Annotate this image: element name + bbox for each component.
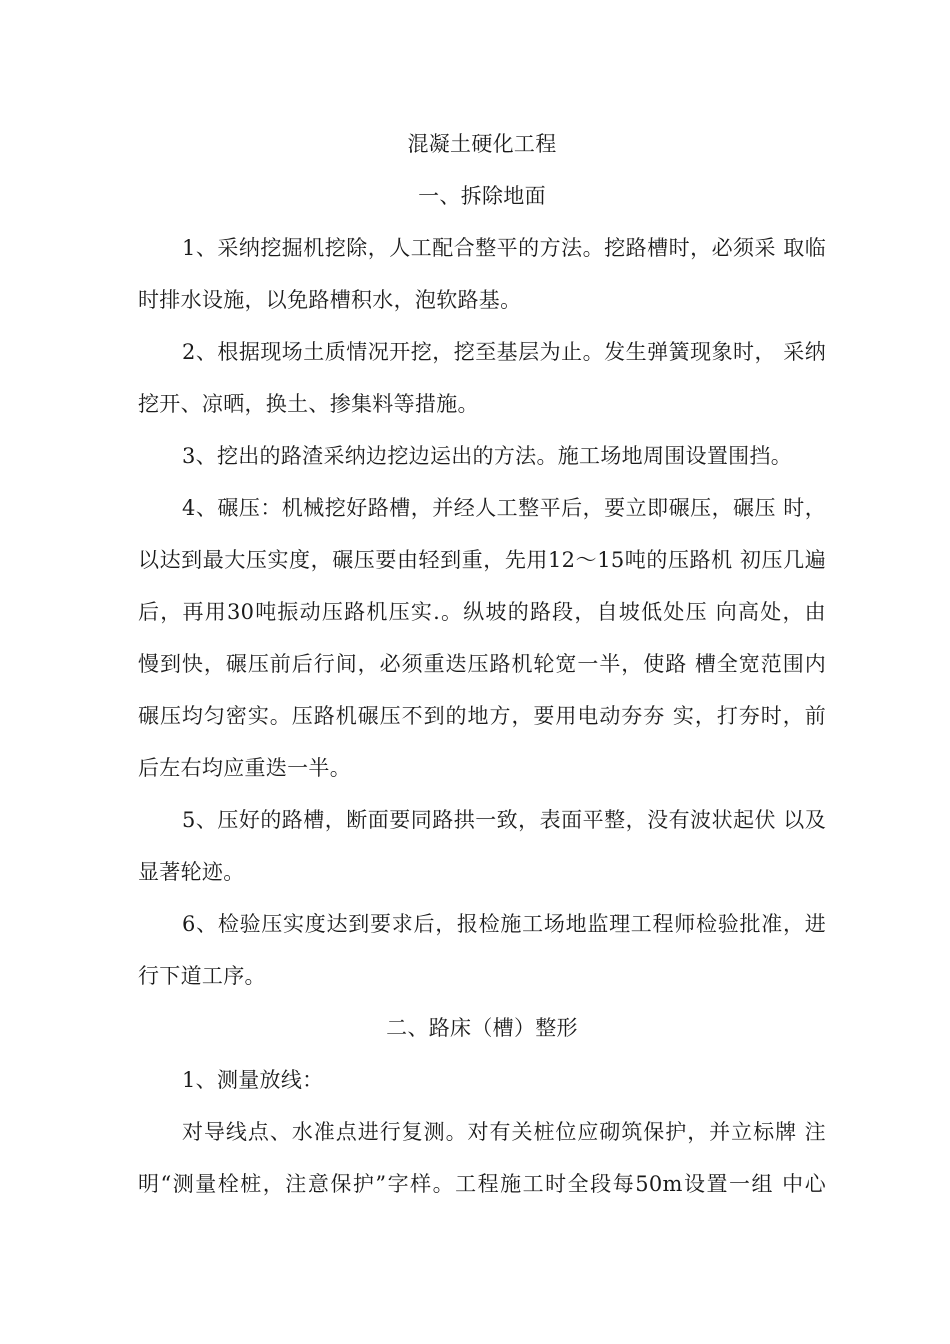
paragraph <box>138 1106 826 1210</box>
paragraph-line: 以达到最大压实度，碾压要由轻到重，先用12〜15吨的压路机 初压几遍 <box>138 548 826 572</box>
paragraph-line: 显著轮迹。 <box>138 860 245 884</box>
list-item-survey: 1、测量放线： <box>182 1068 324 1092</box>
paragraph <box>138 430 826 482</box>
paragraph <box>138 326 826 430</box>
paragraph-line: 明“测量栓桩，注意保护”字样。工程施工时全段每50m设置一组 中心 <box>138 1172 826 1196</box>
paragraph <box>138 898 826 1002</box>
paragraph-line: 挖开、凉晒，换土、掺集料等措施。 <box>138 392 479 416</box>
paragraph-line: 3、挖出的路渣采纳边挖边运出的方法。施工场地周围设置围挡。 <box>182 444 793 468</box>
paragraph <box>138 222 826 326</box>
paragraph-line: 6、检验压实度达到要求后，报检施工场地监理工程师检验批准，进 <box>182 912 826 936</box>
section-heading-demolition: 一、拆除地面 <box>418 184 546 208</box>
paragraph-line: 时排水设施，以免路槽积水，泡软路基。 <box>138 288 522 312</box>
paragraph <box>138 794 826 898</box>
document-page <box>138 118 826 1210</box>
paragraph-line: 行下道工序。 <box>138 964 266 988</box>
paragraph-line: 4、碾压：机械挖好路槽，并经人工整平后，要立即碾压，碾压 时， <box>182 496 826 520</box>
paragraph-line: 2、根据现场土质情况开挖，挖至基层为止。发生弹簧现象时， 采纳 <box>182 340 826 364</box>
paragraph-line: 慢到快，碾压前后行间，必须重迭压路机轮宽一半，使路 槽全宽范围内 <box>138 652 826 676</box>
paragraph-line: 对导线点、水准点进行复测。对有关桩位应砌筑保护，并立标牌 注 <box>182 1120 826 1144</box>
paragraph-line: 5、压好的路槽，断面要同路拱一致，表面平整，没有波状起伏 以及 <box>182 808 826 832</box>
paragraph-line: 后左右均应重迭一半。 <box>138 756 351 780</box>
paragraph-line: 1、采纳挖掘机挖除，人工配合整平的方法。挖路槽时，必须采 取临 <box>182 236 826 260</box>
paragraph-line: 后，再用30吨振动压路机压实.。纵坡的路段，自坡低处压 向高处，由 <box>138 600 826 624</box>
section-heading-subgrade: 二、路床（槽）整形 <box>386 1016 578 1040</box>
document-title: 混凝土硬化工程 <box>407 132 557 156</box>
paragraph <box>138 482 826 794</box>
paragraph-line: 碾压均匀密实。压路机碾压不到的地方，要用电动夯夯 实，打夯时，前 <box>138 704 826 728</box>
